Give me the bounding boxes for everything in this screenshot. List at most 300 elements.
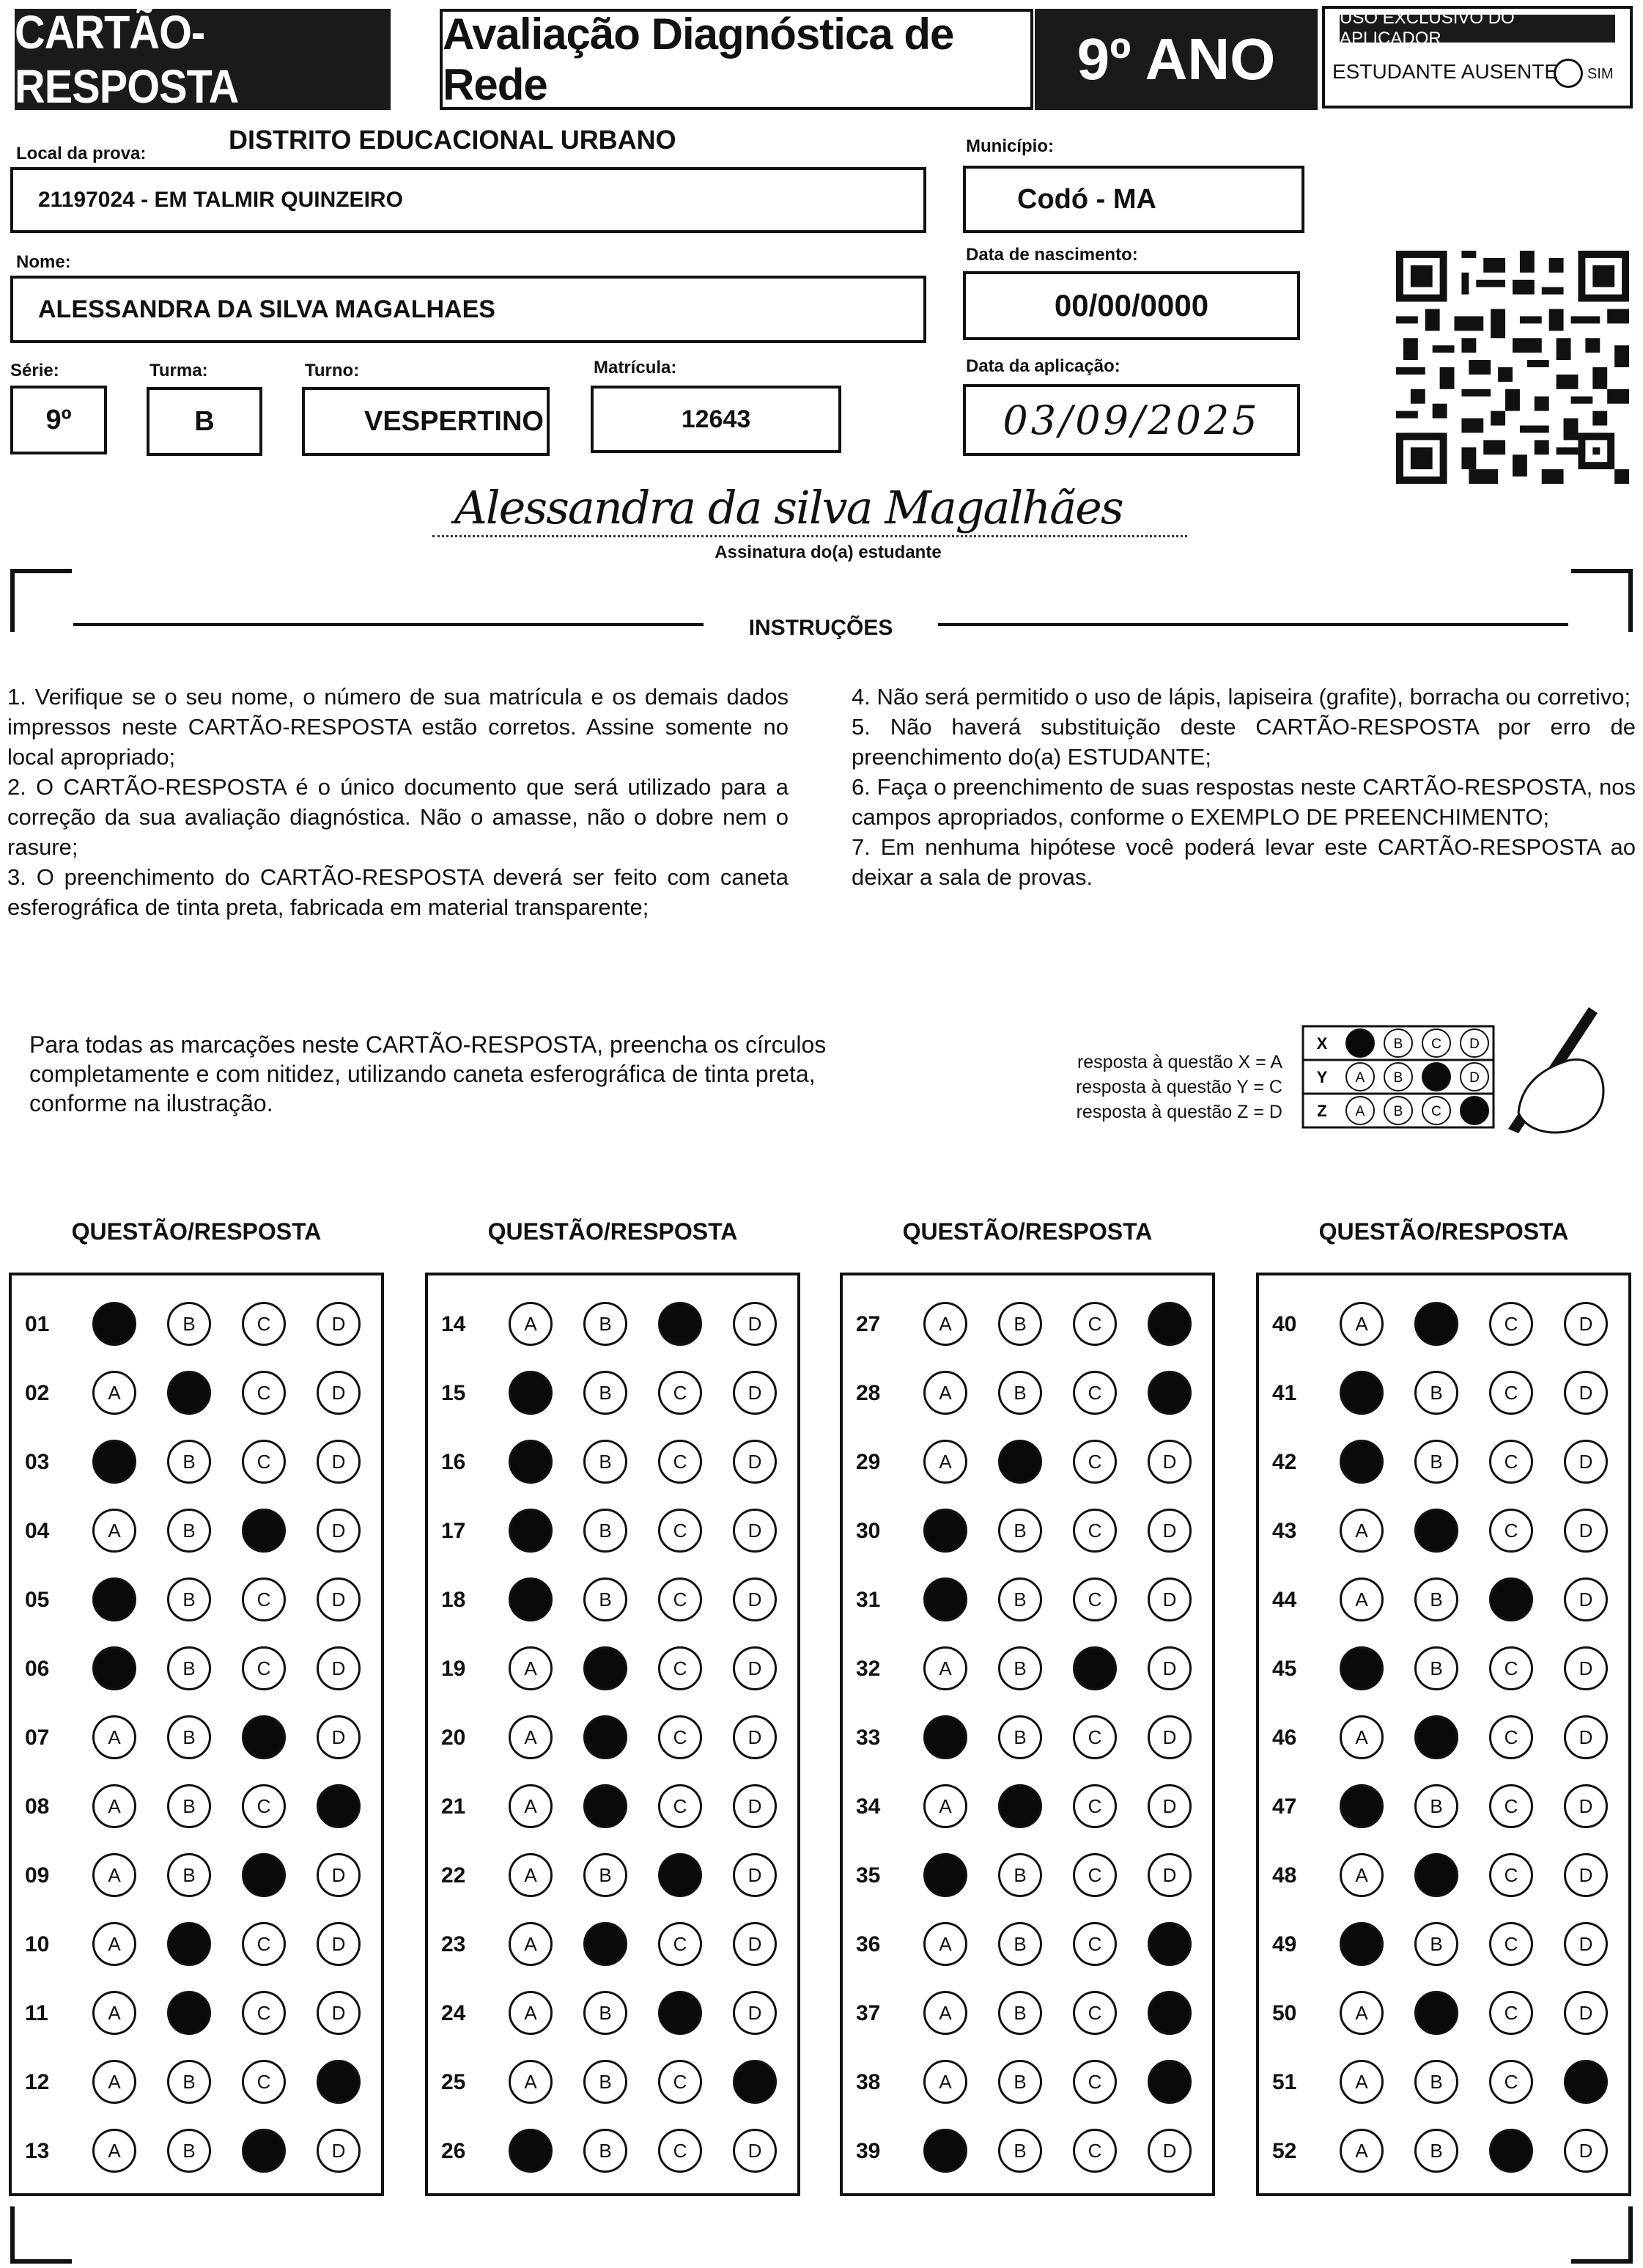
signature-label: Assinatura do(a) estudante [715, 542, 942, 562]
answer-bubble[interactable]: C [1073, 2060, 1117, 2104]
answer-bubble[interactable]: D [733, 1784, 777, 1828]
answer-bubble[interactable]: A [1340, 1302, 1384, 1346]
answer-bubble[interactable]: D [733, 1371, 777, 1415]
answer-bubble[interactable]: C [1489, 1646, 1533, 1690]
answer-bubble[interactable]: D [1564, 1371, 1608, 1415]
answer-bubble[interactable]: A [92, 1991, 136, 2035]
answer-bubble[interactable]: D [1564, 2129, 1608, 2173]
question-row [1259, 1509, 1628, 1553]
answer-bubble[interactable]: D [317, 1371, 361, 1415]
answer-bubble[interactable]: A [509, 2060, 553, 2104]
answer-bubble[interactable]: D [317, 1991, 361, 2035]
column-header: QUESTÃO/RESPOSTA [487, 1218, 738, 1245]
answer-bubble-filled[interactable] [1414, 1715, 1458, 1759]
question-number: 05 [25, 1588, 50, 1612]
answer-bubble[interactable]: D [1564, 1991, 1608, 2035]
answer-bubble[interactable]: A [923, 1991, 967, 2035]
answer-bubble[interactable]: D [733, 1577, 777, 1621]
answer-bubble-filled[interactable] [658, 1991, 702, 2035]
answer-bubble-filled[interactable] [92, 1577, 136, 1621]
answer-bubble[interactable]: C [1073, 2129, 1117, 2173]
answer-bubble[interactable]: C [1073, 1853, 1117, 1897]
answer-bubble[interactable]: A [509, 1784, 553, 1828]
answer-bubble-filled[interactable] [1414, 1302, 1458, 1346]
answer-bubble[interactable]: B [167, 1440, 211, 1484]
answer-bubble[interactable]: B [167, 1784, 211, 1828]
example-bubble-filled [1346, 1029, 1374, 1057]
question-number: 15 [441, 1381, 466, 1405]
answer-bubble[interactable]: B [167, 1715, 211, 1759]
instruction-6: 6. Faça o preenchimento de suas respostas neste CARTÃO-RESPOSTA, nos campos apropriados, conforme o EXEMPLO DE PREENCHIMENTO; [852, 774, 1636, 830]
answer-bubble-filled[interactable] [242, 2129, 286, 2173]
answer-bubble[interactable]: A [1340, 1577, 1384, 1621]
answer-bubble[interactable]: B [1414, 2060, 1458, 2104]
answer-bubble[interactable]: C [242, 1991, 286, 2035]
question-number: 41 [1272, 1381, 1297, 1405]
corner-bracket-bottom-right [1571, 2206, 1633, 2264]
answer-bubble[interactable]: C [242, 1646, 286, 1690]
answer-bubble-filled[interactable] [242, 1509, 286, 1553]
answer-bubble[interactable]: C [242, 2060, 286, 2104]
question-row [12, 1302, 381, 1346]
question-number: 26 [441, 2139, 466, 2163]
question-row [843, 1371, 1212, 1415]
answer-bubble[interactable]: D [1564, 1646, 1608, 1690]
answer-bubble[interactable]: C [242, 1922, 286, 1966]
answer-bubble[interactable]: C [658, 1646, 702, 1690]
answer-bubble[interactable]: D [317, 1577, 361, 1621]
answer-bubble[interactable]: D [733, 1646, 777, 1690]
answer-bubble[interactable]: C [1489, 1302, 1533, 1346]
answer-bubble[interactable]: D [317, 1922, 361, 1966]
answer-bubble-filled[interactable] [1564, 2060, 1608, 2104]
question-number: 03 [25, 1450, 50, 1474]
answer-bubble-filled[interactable] [1148, 1922, 1192, 1966]
answer-bubble[interactable]: A [923, 1922, 967, 1966]
answer-bubble-filled[interactable] [92, 1646, 136, 1690]
answer-bubble[interactable]: D [1564, 1577, 1608, 1621]
answer-bubble[interactable]: D [1148, 1784, 1192, 1828]
instructions-right [852, 682, 1636, 892]
answer-bubble-filled[interactable] [583, 1922, 627, 1966]
answer-bubble[interactable]: B [998, 1646, 1042, 1690]
question-number: 09 [25, 1863, 50, 1888]
answer-bubble-filled[interactable] [1414, 1991, 1458, 2035]
answer-bubble-filled[interactable] [923, 1577, 967, 1621]
answer-bubble[interactable]: C [658, 2129, 702, 2173]
answer-bubble-filled[interactable] [92, 1440, 136, 1484]
answer-bubble[interactable]: C [658, 2060, 702, 2104]
answer-bubble[interactable]: D [317, 1646, 361, 1690]
exam-title: Avaliação Diagnóstica de Rede [440, 9, 1033, 110]
answer-bubble-filled[interactable] [509, 1509, 553, 1553]
example-bubble-letter: B [1393, 1070, 1403, 1086]
hand-icon [1518, 1059, 1603, 1133]
example-bubble-letter: C [1431, 1037, 1441, 1052]
answer-bubble[interactable]: B [1414, 1371, 1458, 1415]
answer-bubble-filled[interactable] [733, 2060, 777, 2104]
card-title: CARTÃO-RESPOSTA [15, 9, 391, 110]
answer-bubble[interactable]: A [923, 1440, 967, 1484]
answer-bubble[interactable]: B [167, 1646, 211, 1690]
question-row [428, 1715, 797, 1759]
question-row [1259, 1371, 1628, 1415]
answer-bubble[interactable]: B [583, 1991, 627, 2035]
answer-bubble[interactable]: B [583, 1509, 627, 1553]
answer-bubble[interactable]: A [92, 1784, 136, 1828]
question-row [1259, 1784, 1628, 1828]
question-row [843, 1440, 1212, 1484]
answer-bubble-filled[interactable] [1414, 1509, 1458, 1553]
answer-bubble[interactable]: A [92, 2060, 136, 2104]
answer-bubble[interactable]: C [1489, 1853, 1533, 1897]
answer-bubble[interactable]: D [1148, 2129, 1192, 2173]
answer-bubble-filled[interactable] [1340, 1784, 1384, 1828]
answer-bubble[interactable]: A [923, 1646, 967, 1690]
answer-bubble[interactable]: B [167, 1577, 211, 1621]
example-bubble-filled [1422, 1063, 1450, 1091]
question-number: 17 [441, 1519, 466, 1543]
answer-bubble[interactable]: D [733, 1509, 777, 1553]
matricula-label: Matrícula: [594, 358, 677, 378]
column-header: QUESTÃO/RESPOSTA [1318, 1218, 1569, 1245]
answer-bubble[interactable]: D [733, 1853, 777, 1897]
answer-bubble[interactable]: D [317, 1853, 361, 1897]
serie-label: Série: [10, 361, 59, 380]
answer-bubble[interactable]: A [1340, 1715, 1384, 1759]
answer-bubble[interactable]: D [317, 1715, 361, 1759]
answer-bubble-filled[interactable] [317, 2060, 361, 2104]
answer-bubble[interactable]: B [998, 1991, 1042, 2035]
answer-bubble[interactable]: A [509, 1646, 553, 1690]
answer-bubble[interactable]: B [583, 1440, 627, 1484]
question-number: 06 [25, 1657, 50, 1681]
question-number: 35 [856, 1863, 881, 1888]
answer-bubble-filled[interactable] [317, 1784, 361, 1828]
question-number: 04 [25, 1519, 50, 1543]
answer-bubble-filled[interactable] [509, 1577, 553, 1621]
answer-bubble[interactable]: C [1073, 1922, 1117, 1966]
answer-bubble[interactable]: B [998, 1302, 1042, 1346]
answer-bubble[interactable]: D [317, 2129, 361, 2173]
answer-bubble[interactable]: D [317, 1302, 361, 1346]
answer-bubble[interactable]: D [1148, 1853, 1192, 1897]
answer-bubble-filled[interactable] [167, 1991, 211, 2035]
answer-bubble[interactable]: A [92, 1853, 136, 1897]
answer-bubble[interactable]: B [998, 1577, 1042, 1621]
instructions-title: INSTRUÇÕES [748, 616, 893, 640]
absent-label: ESTUDANTE AUSENTE [1332, 60, 1559, 83]
answer-bubble-filled[interactable] [923, 1509, 967, 1553]
question-row [428, 1853, 797, 1897]
answer-bubble[interactable]: A [509, 1991, 553, 2035]
answer-bubble[interactable]: D [1148, 1646, 1192, 1690]
question-row [1259, 1302, 1628, 1346]
answer-bubble[interactable]: A [92, 1509, 136, 1553]
answer-bubble[interactable]: B [998, 1509, 1042, 1553]
answer-bubble[interactable]: C [658, 1784, 702, 1828]
answer-bubble[interactable]: B [1414, 1646, 1458, 1690]
answer-bubble-filled[interactable] [92, 1302, 136, 1346]
answer-bubble[interactable]: D [1564, 1440, 1608, 1484]
answer-bubble[interactable]: A [1340, 1509, 1384, 1553]
answer-bubble[interactable]: D [733, 1991, 777, 2035]
answer-bubble[interactable]: C [242, 1440, 286, 1484]
answer-bubble[interactable]: A [923, 1371, 967, 1415]
answer-bubble-filled[interactable] [1340, 1440, 1384, 1484]
answer-bubble-filled[interactable] [658, 1853, 702, 1897]
answer-bubble-filled[interactable] [1340, 1371, 1384, 1415]
example-row-label: X [1316, 1034, 1328, 1053]
answer-bubble-filled[interactable] [509, 2129, 553, 2173]
question-number: 50 [1272, 2001, 1297, 2025]
example-line-x: resposta à questão X = A [1077, 1052, 1282, 1072]
answer-bubble-filled[interactable] [1148, 1302, 1192, 1346]
answer-bubble[interactable]: B [1414, 1784, 1458, 1828]
answer-bubble-filled[interactable] [583, 1784, 627, 1828]
answer-bubble[interactable]: D [733, 1922, 777, 1966]
corner-bracket-bottom-left [10, 2206, 72, 2264]
answer-bubble-filled[interactable] [509, 1440, 553, 1484]
answer-bubble[interactable]: C [242, 1577, 286, 1621]
question-row [843, 1646, 1212, 1690]
answer-bubble[interactable]: D [1564, 1853, 1608, 1897]
turno-value: VESPERTINO [364, 405, 544, 437]
answer-bubble[interactable]: B [998, 2129, 1042, 2173]
question-row [12, 1991, 381, 2035]
answer-bubble[interactable]: B [167, 1509, 211, 1553]
nome-field [10, 276, 926, 343]
answer-bubble-filled[interactable] [923, 1715, 967, 1759]
aplicacao-value: 03/09/2025 [1003, 397, 1260, 443]
answer-bubble-filled[interactable] [1073, 1646, 1117, 1690]
answer-bubble[interactable]: C [1073, 1784, 1117, 1828]
answer-bubble[interactable]: D [733, 1715, 777, 1759]
answer-bubble[interactable]: C [658, 1577, 702, 1621]
answer-bubble[interactable]: B [167, 2060, 211, 2104]
answer-bubble[interactable]: B [1414, 1440, 1458, 1484]
question-number: 18 [441, 1588, 466, 1612]
answer-bubble-filled[interactable] [923, 1853, 967, 1897]
question-row [12, 1646, 381, 1690]
answer-bubble[interactable]: B [583, 2060, 627, 2104]
answer-bubble[interactable]: A [1340, 2129, 1384, 2173]
answer-bubble-filled[interactable] [242, 1715, 286, 1759]
answer-bubble[interactable]: B [583, 1577, 627, 1621]
answer-bubble-filled[interactable] [998, 1440, 1042, 1484]
answer-bubble[interactable]: D [1564, 1509, 1608, 1553]
applicator-box [1322, 6, 1633, 108]
answer-bubble[interactable]: B [167, 1302, 211, 1346]
answer-bubble[interactable]: D [733, 1440, 777, 1484]
question-row [1259, 1577, 1628, 1621]
aplicacao-label: Data da aplicação: [966, 356, 1120, 376]
answer-bubble-filled[interactable] [1489, 2129, 1533, 2173]
question-number: 38 [856, 2070, 881, 2094]
question-number: 49 [1272, 1932, 1297, 1956]
answer-bubble[interactable]: B [998, 2060, 1042, 2104]
answer-bubble-filled[interactable] [583, 1646, 627, 1690]
column-header: QUESTÃO/RESPOSTA [902, 1218, 1153, 1245]
question-number: 44 [1272, 1588, 1297, 1612]
answer-bubble[interactable]: C [658, 1440, 702, 1484]
nascimento-label: Data de nascimento: [966, 245, 1138, 265]
question-number: 11 [25, 2001, 48, 2025]
answer-bubble[interactable]: D [1564, 1302, 1608, 1346]
answer-bubble[interactable]: A [92, 2129, 136, 2173]
answer-bubble[interactable]: B [1414, 1922, 1458, 1966]
answer-bubble[interactable]: C [1489, 2060, 1533, 2104]
answer-bubble[interactable]: C [1489, 1922, 1533, 1966]
question-row [12, 1440, 381, 1484]
answer-bubble[interactable]: B [1414, 2129, 1458, 2173]
answer-bubble[interactable]: B [998, 1371, 1042, 1415]
answer-bubble[interactable]: A [509, 1715, 553, 1759]
answer-bubble[interactable]: A [923, 2060, 967, 2104]
answer-bubble[interactable]: B [998, 1922, 1042, 1966]
question-number: 19 [441, 1657, 466, 1681]
turma-field [147, 387, 262, 456]
answer-bubble[interactable]: B [583, 1371, 627, 1415]
question-number: 28 [856, 1381, 881, 1405]
answer-bubble-filled[interactable] [167, 1922, 211, 1966]
question-number: 21 [441, 1794, 466, 1819]
question-row [12, 1715, 381, 1759]
question-number: 27 [856, 1312, 881, 1336]
absent-sim-label: SIM [1587, 66, 1614, 82]
answer-bubble[interactable]: D [1148, 1509, 1192, 1553]
answer-bubble-filled[interactable] [583, 1715, 627, 1759]
question-row [1259, 1440, 1628, 1484]
question-row [428, 2060, 797, 2104]
answer-bubble[interactable]: A [509, 1853, 553, 1897]
question-number: 14 [441, 1312, 466, 1336]
answer-bubble[interactable]: A [1340, 1853, 1384, 1897]
answer-bubble[interactable]: A [509, 1922, 553, 1966]
answer-bubble[interactable]: C [658, 1715, 702, 1759]
answer-bubble[interactable]: B [167, 1853, 211, 1897]
answer-bubble[interactable]: B [583, 1853, 627, 1897]
answer-bubble[interactable]: B [998, 1715, 1042, 1759]
answer-bubble[interactable]: C [1489, 1991, 1533, 2035]
answer-bubble[interactable]: A [92, 1922, 136, 1966]
answer-bubble-filled[interactable] [658, 1302, 702, 1346]
question-row [843, 1922, 1212, 1966]
answer-bubble[interactable]: A [92, 1371, 136, 1415]
answer-bubble[interactable]: A [1340, 1991, 1384, 2035]
answer-bubble[interactable]: D [1148, 1440, 1192, 1484]
answer-bubble-filled[interactable] [1148, 1991, 1192, 2035]
answer-bubble[interactable]: D [1564, 1784, 1608, 1828]
answer-bubble[interactable]: C [1073, 1440, 1117, 1484]
answer-bubble[interactable]: C [242, 1302, 286, 1346]
question-row [843, 1853, 1212, 1897]
answer-bubble-filled[interactable] [1340, 1646, 1384, 1690]
answer-bubble[interactable]: B [583, 2129, 627, 2173]
answer-bubble[interactable]: D [317, 1509, 361, 1553]
answer-bubble[interactable]: B [583, 1302, 627, 1346]
answer-bubble[interactable]: D [1148, 1715, 1192, 1759]
example-bubble-letter: D [1469, 1070, 1480, 1086]
question-row [12, 2129, 381, 2173]
answer-bubble[interactable]: C [658, 1922, 702, 1966]
question-row [12, 1853, 381, 1897]
answer-bubble[interactable]: D [1564, 1922, 1608, 1966]
corner-bracket-top-right [1571, 569, 1633, 632]
answer-bubble[interactable]: C [1073, 1371, 1117, 1415]
answer-bubble-filled[interactable] [998, 1784, 1042, 1828]
answer-bubble[interactable]: B [1414, 1577, 1458, 1621]
answer-bubble[interactable]: A [92, 1715, 136, 1759]
question-number: 32 [856, 1657, 881, 1681]
question-row [1259, 1853, 1628, 1897]
question-row [843, 1991, 1212, 2035]
question-row [843, 2060, 1212, 2104]
instruction-1: 1. Verifique se o seu nome, o número de sua matrícula e os demais dados impressos neste CARTÃO-RESPOSTA estão corretos. Assine somente no local apropriado; [7, 684, 789, 770]
answer-bubble[interactable]: C [1489, 1440, 1533, 1484]
answer-bubble[interactable]: C [1489, 1784, 1533, 1828]
answer-bubble-filled[interactable] [242, 1853, 286, 1897]
absent-bubble[interactable] [1554, 59, 1583, 88]
answer-bubble[interactable]: C [1073, 1302, 1117, 1346]
answer-column [840, 1273, 1215, 2196]
answer-bubble-filled[interactable] [1340, 1922, 1384, 1966]
question-row [428, 1922, 797, 1966]
answer-bubble[interactable]: C [1073, 1577, 1117, 1621]
question-number: 46 [1272, 1726, 1297, 1750]
answer-bubble[interactable]: D [733, 1302, 777, 1346]
answer-bubble[interactable]: C [1073, 1991, 1117, 2035]
answer-bubble[interactable]: C [658, 1509, 702, 1553]
answer-bubble-filled[interactable] [509, 1371, 553, 1415]
answer-bubble-filled[interactable] [923, 2129, 967, 2173]
question-row [12, 1784, 381, 1828]
answer-bubble[interactable]: C [1489, 1509, 1533, 1553]
answer-bubble[interactable]: C [242, 1371, 286, 1415]
answer-bubble[interactable]: A [923, 1302, 967, 1346]
answer-bubble[interactable]: C [1489, 1715, 1533, 1759]
answer-bubble[interactable]: A [509, 1302, 553, 1346]
question-row [12, 1371, 381, 1415]
question-number: 47 [1272, 1794, 1297, 1819]
example-line-y: resposta à questão Y = C [1076, 1077, 1282, 1097]
answer-bubble[interactable]: A [923, 1784, 967, 1828]
answer-bubble[interactable]: D [733, 2129, 777, 2173]
answer-bubble[interactable]: A [1340, 2060, 1384, 2104]
question-row [1259, 1991, 1628, 2035]
question-row [12, 1509, 381, 1553]
answer-bubble-filled[interactable] [1489, 1577, 1533, 1621]
signature-line [432, 535, 1187, 537]
answer-bubble[interactable]: D [317, 1440, 361, 1484]
answer-bubble-filled[interactable] [167, 1371, 211, 1415]
answer-bubble[interactable]: C [242, 1784, 286, 1828]
answer-bubble[interactable]: B [167, 2129, 211, 2173]
answer-bubble[interactable]: C [1073, 1715, 1117, 1759]
answer-bubble[interactable]: D [1564, 1715, 1608, 1759]
answer-bubble-filled[interactable] [1414, 1853, 1458, 1897]
question-number: 34 [856, 1794, 881, 1819]
answer-bubble[interactable]: B [998, 1853, 1042, 1897]
answer-bubble[interactable]: C [1489, 1371, 1533, 1415]
question-row [843, 1784, 1212, 1828]
answer-bubble[interactable]: C [658, 1371, 702, 1415]
answer-bubble[interactable]: D [1148, 1577, 1192, 1621]
answer-bubble-filled[interactable] [1148, 2060, 1192, 2104]
answer-bubble-filled[interactable] [1148, 1371, 1192, 1415]
question-number: 02 [25, 1381, 50, 1405]
answer-bubble[interactable]: C [1073, 1509, 1117, 1553]
